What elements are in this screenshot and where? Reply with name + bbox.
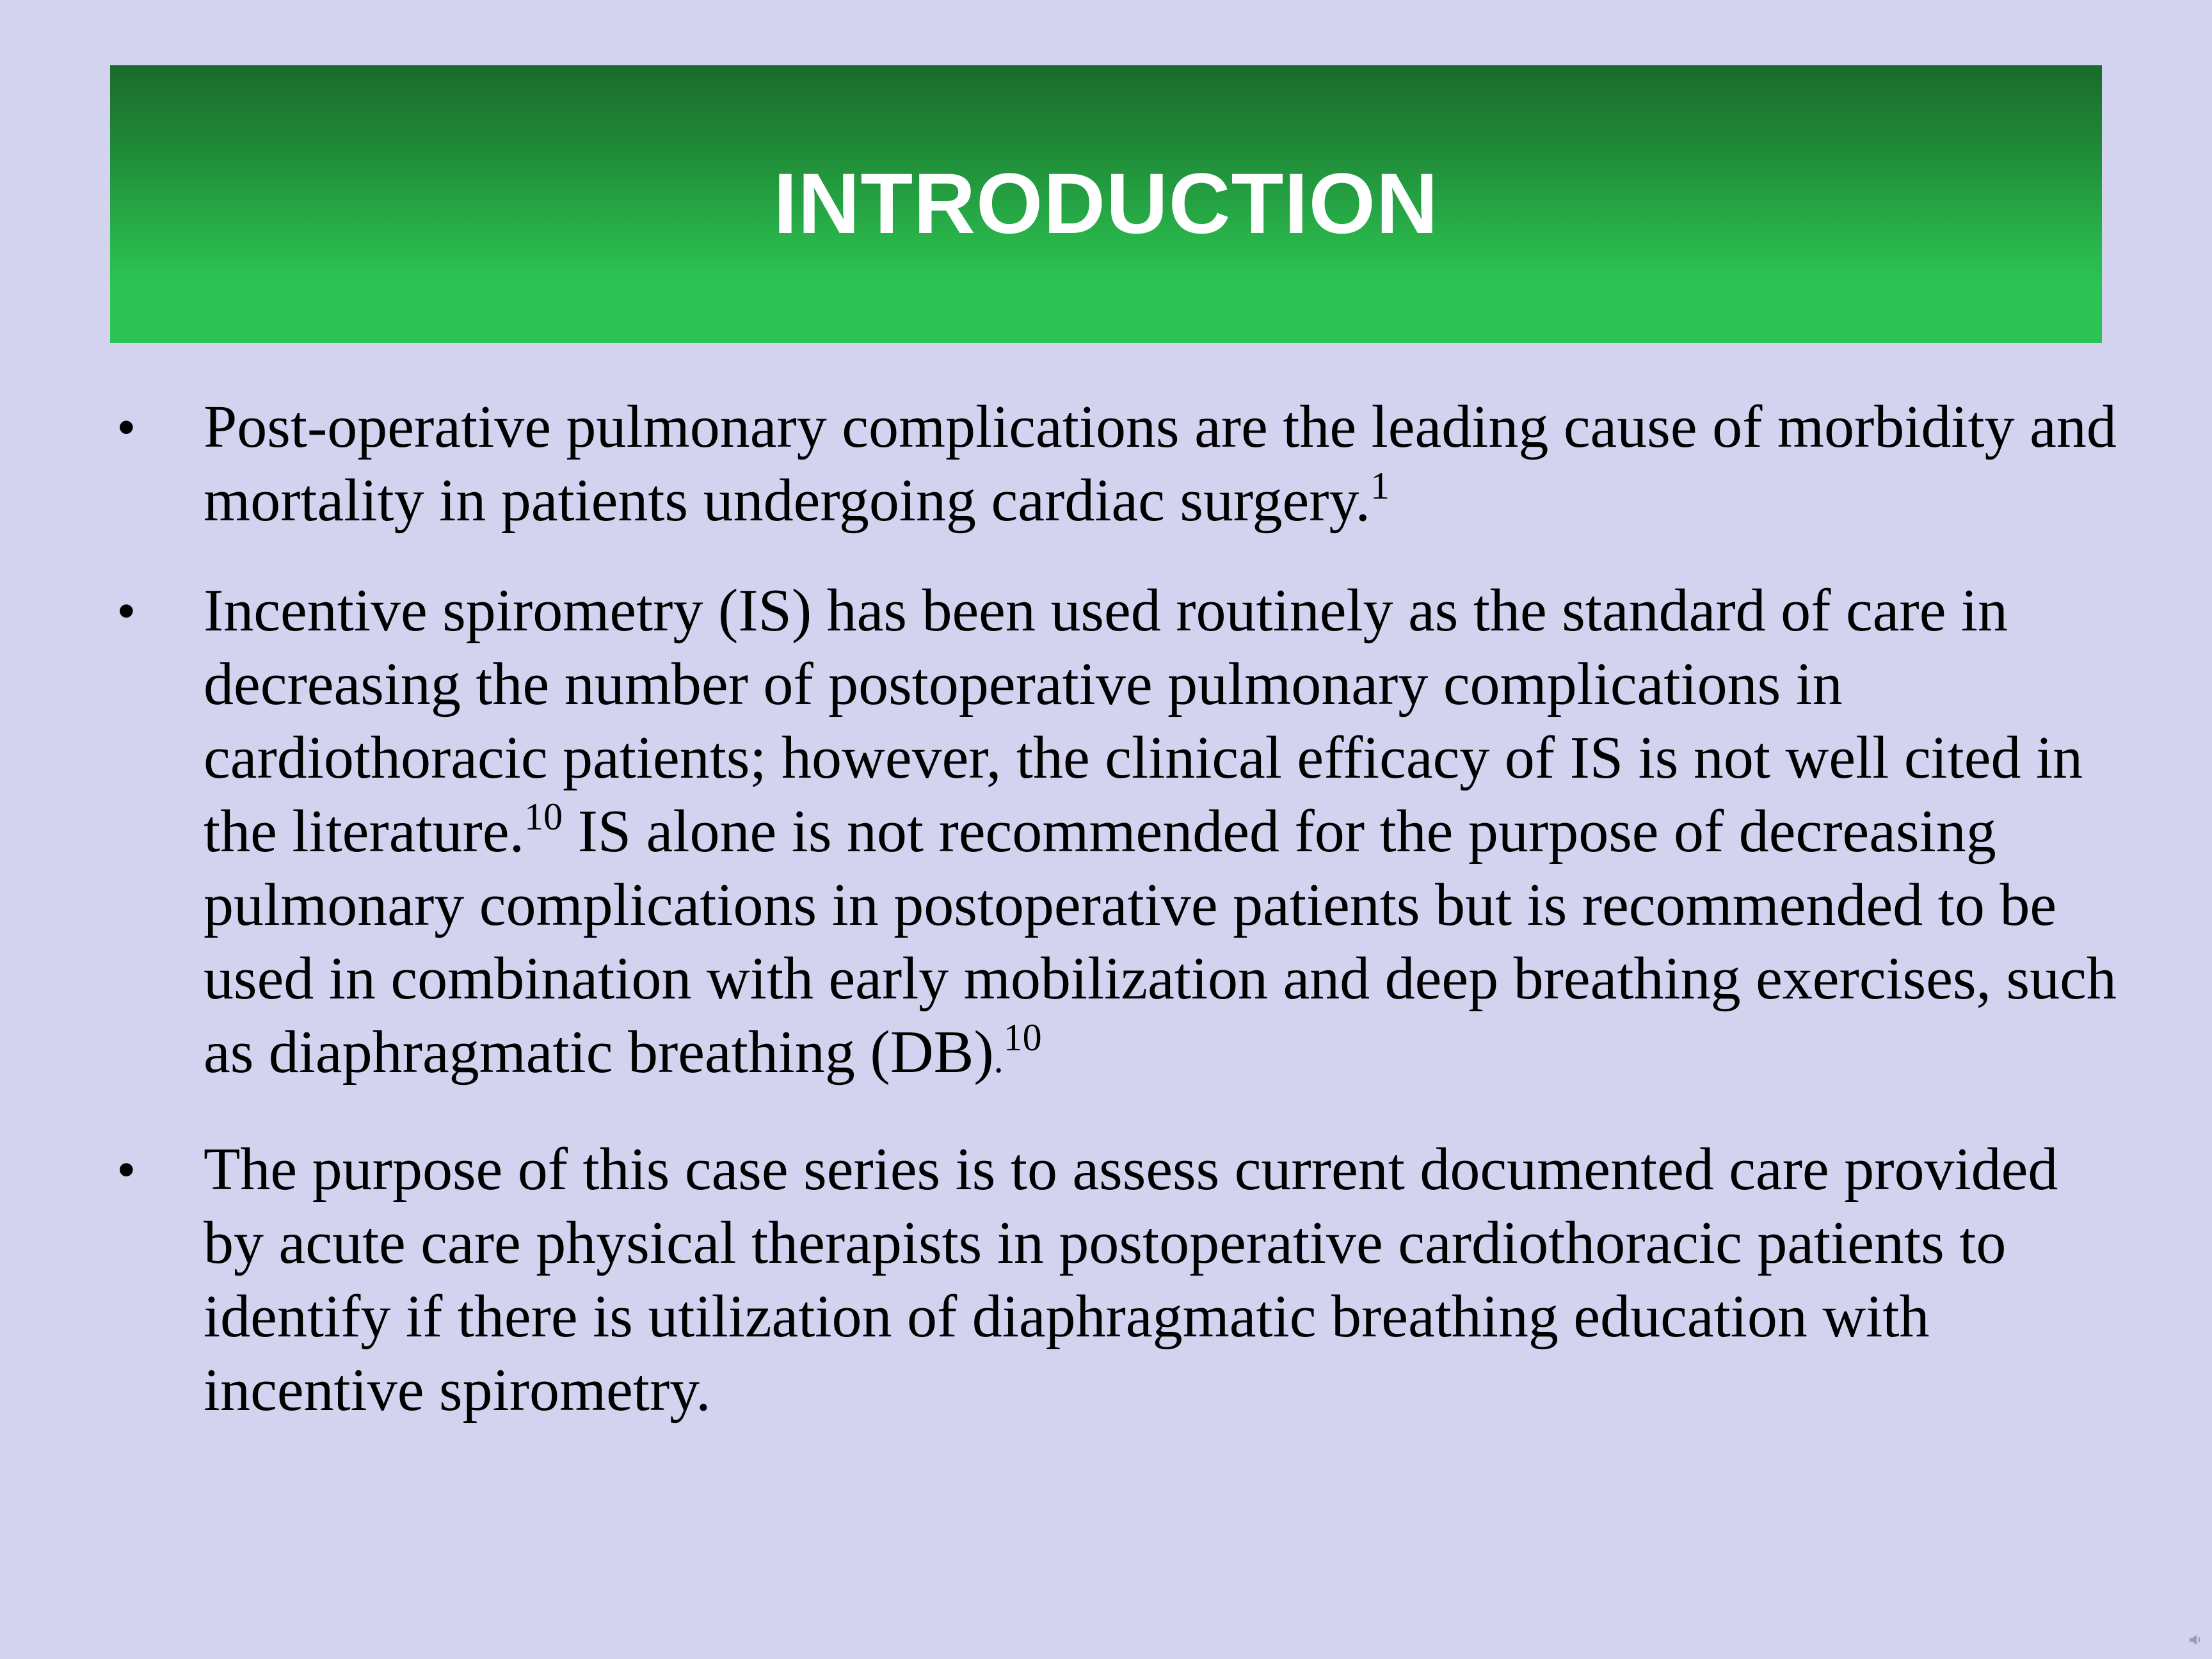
bullet-text-part-a: Incentive spirometry (IS) has been used routinely as the standard of care in decreasing the number of postoperative pulmonary complications in cardiothoracic patients; however, the clinical efficacy of IS is not well cited in the literature. [204, 577, 2083, 865]
citation-superscript: 1 [1370, 465, 1390, 507]
bullet-marker: • [118, 1142, 135, 1197]
citation-superscript: 10 [1003, 1016, 1042, 1059]
bullet-text: The purpose of this case series is to assess current documented care provided by acute care physical therapists in postoperative cardiothoracic patients to identify if there is utilization of diaphragmatic breathing education with incentive spirometry. [204, 1136, 2058, 1423]
period: . [993, 1038, 1004, 1080]
citation-superscript: 10 [524, 796, 563, 838]
bullet-item-3 [110, 1133, 2126, 1427]
speaker-icon[interactable] [2188, 1632, 2203, 1647]
slide-title: INTRODUCTION [773, 156, 1439, 252]
bullet-marker: • [118, 400, 135, 454]
bullet-marker: • [118, 584, 135, 638]
title-banner [110, 65, 2102, 343]
bullet-text-part-b: IS alone is not recommended for the purpose of decreasing pulmonary complications in postoperative patients but is recommended to be used in combination with early mobilization and deep breathing exercises, such as diaphragmatic breathing (DB) [204, 798, 2117, 1086]
bullet-list [110, 390, 2126, 1464]
bullet-item-1 [110, 390, 2126, 538]
bullet-text: Post-operative pulmonary complications are the leading cause of morbidity and mortality in patients undergoing cardiac surgery. [204, 394, 2117, 534]
bullet-item-2 [110, 574, 2126, 1096]
